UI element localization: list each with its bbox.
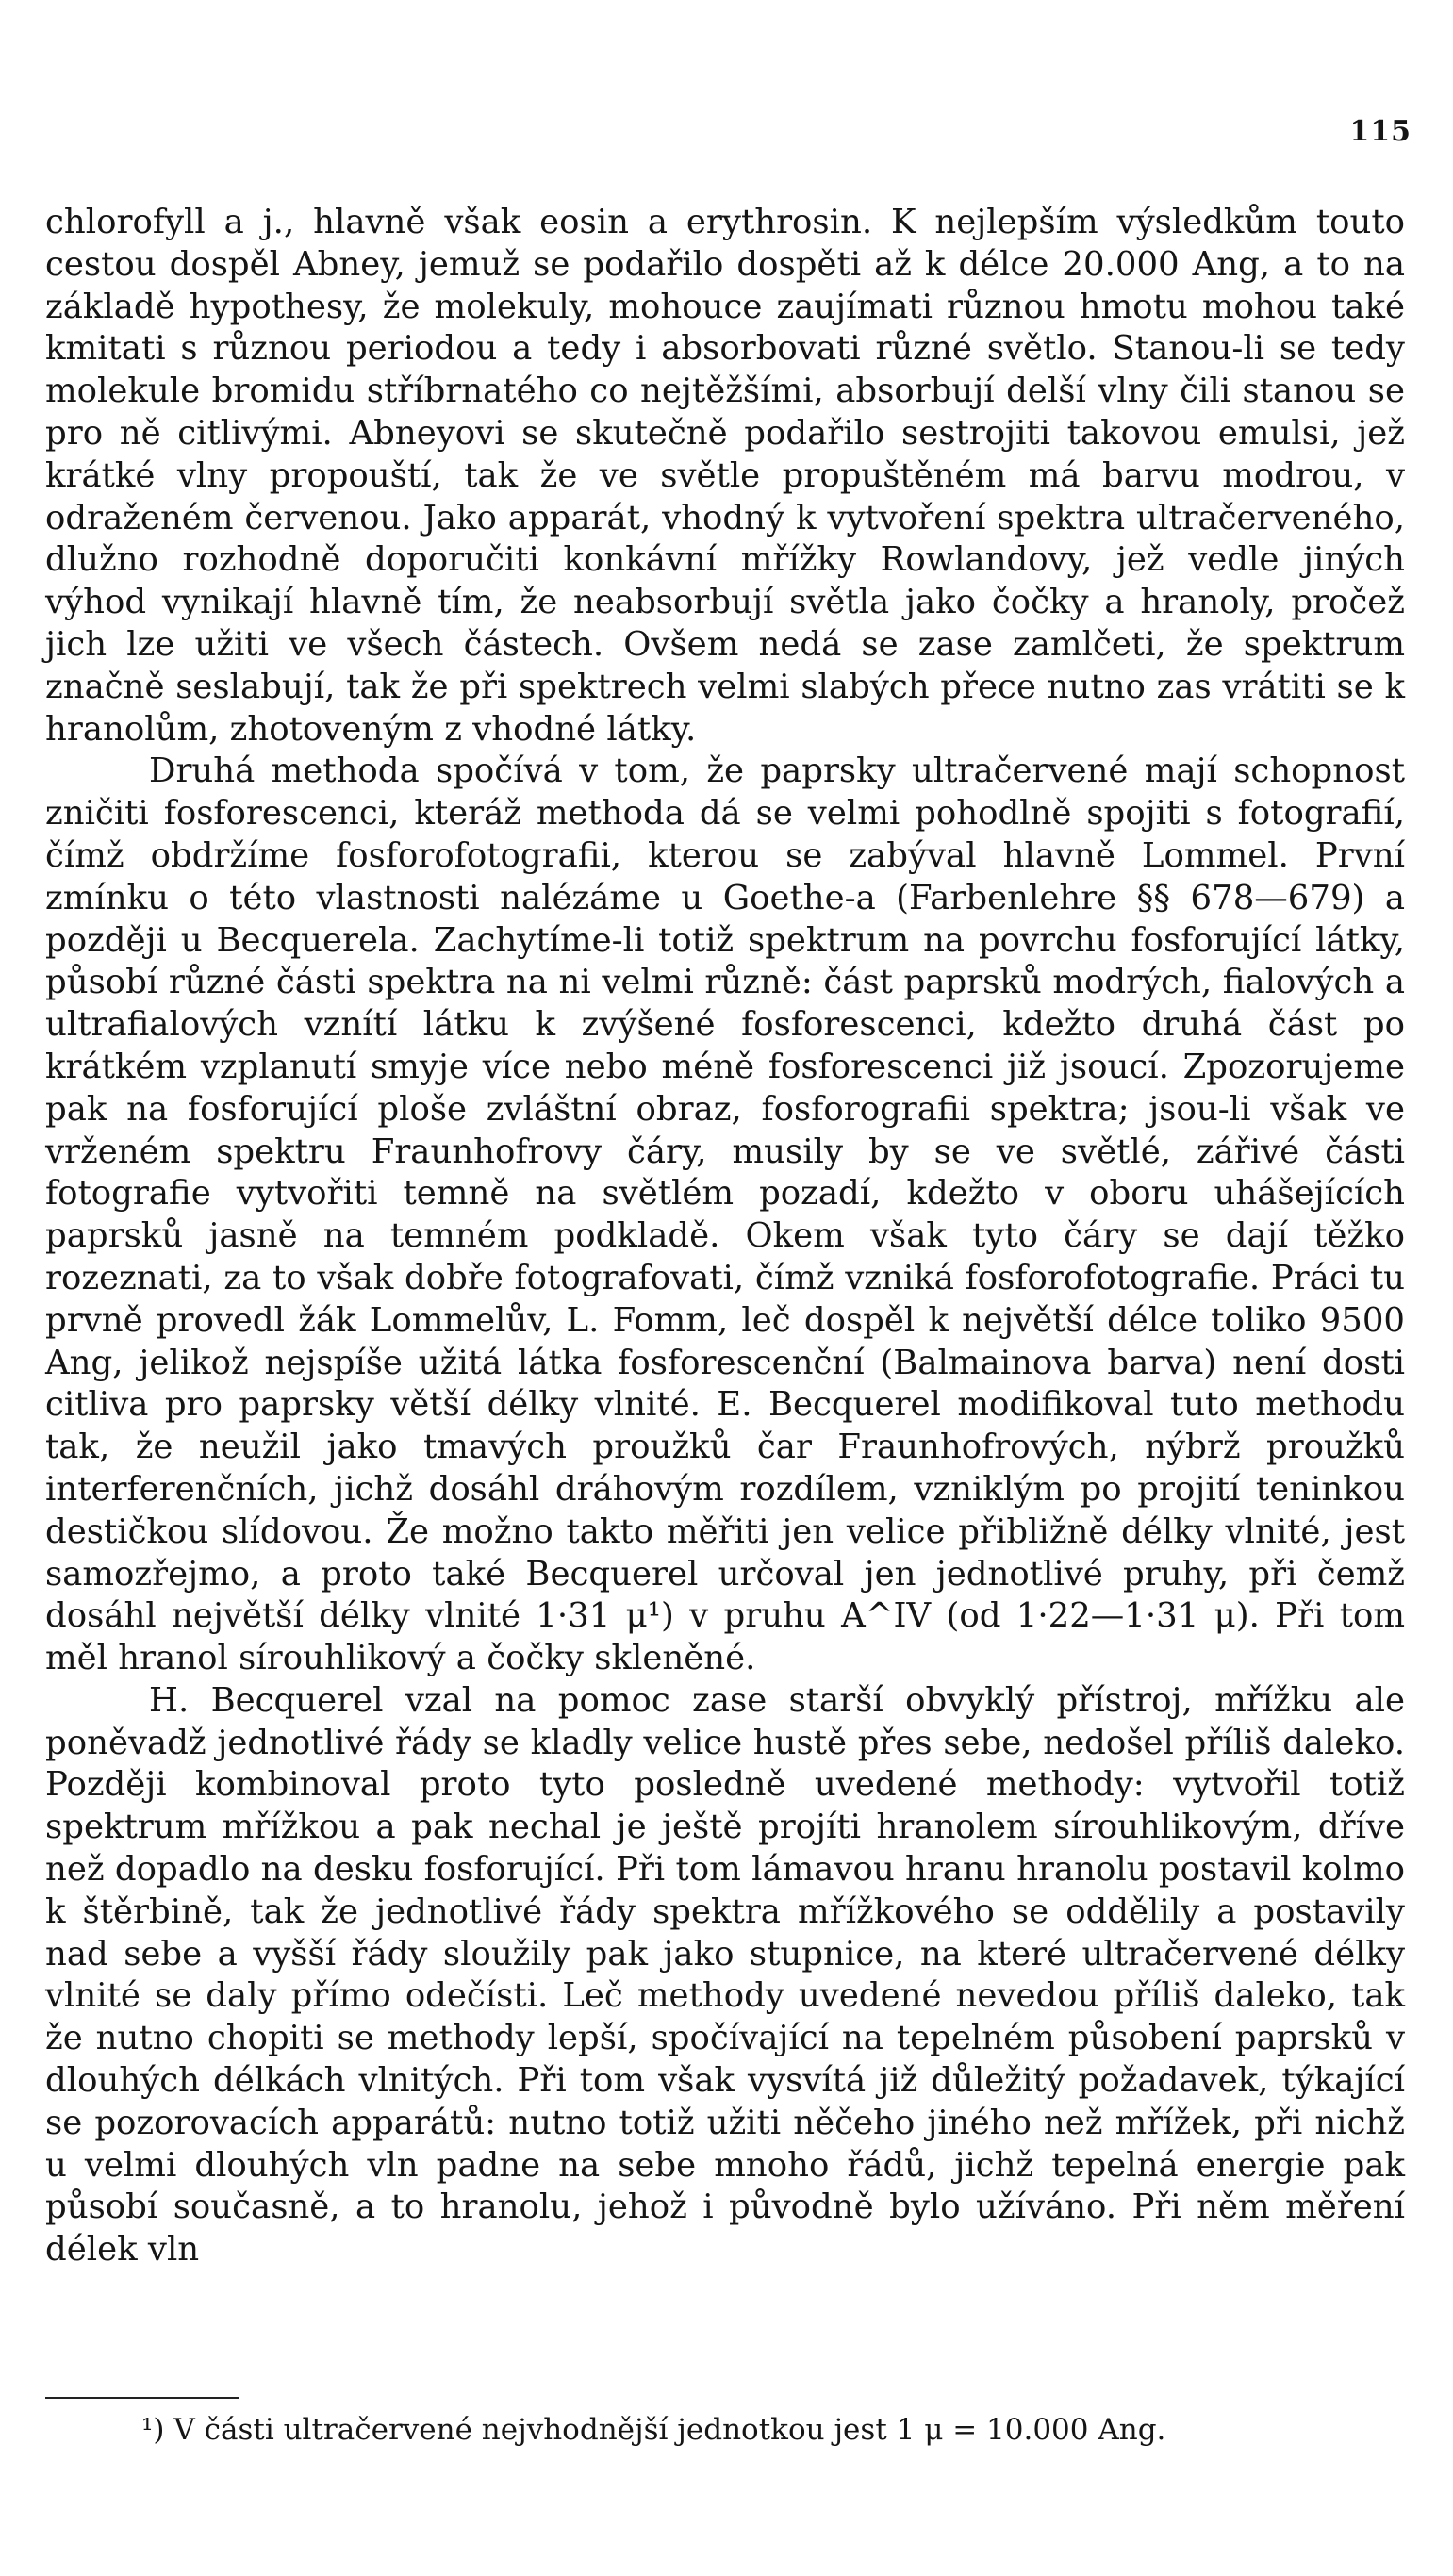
body-text [45,202,1405,2271]
footnote-rule [45,2397,239,2399]
footnote: ¹) V části ultračervené nejvhodnější jednotkou jest 1 μ = 10.000 Ang. [141,2413,1166,2447]
paragraph-3: H. Becquerel vzal na pomoc zase starší obvyklý přístroj, mřížku ale poněvadž jednotlivé řády se kladly velice hustě přes sebe, nedošel příliš daleko. Později kombinoval proto tyto posledně uvedené methody: vytvořil totiž spektrum mřížkou a pak nechal je ještě projíti hranolem sírouhlikovým, dříve než dopadlo na desku fosforující. Při tom lámavou hranu hranolu postavil kolmo k štěrbině, tak že jednotlivé řády spektra mřížkového se oddělily a postavily nad sebe a vyšší řády sloužily pak jako stupnice, na které ultračervené délky vlnité se daly přímo odečísti. Leč methody uvedené nevedou příliš daleko, tak že nutno chopiti se methody lepší, spočívající na tepelném působení paprsků v dlouhých délkách vlnitých. Při tom však vysvítá již důležitý požadavek, týkající se pozorovacích apparátů: nutno totiž užiti něčeho jiného než mřížek, při nichž u velmi dlouhých vln padne na sebe mnoho řádů, jichž tepelná energie pak působí současně, a to hranolu, jehož i původně bylo užíváno. Při něm měření délek vln [45,1680,1405,2270]
page-number: 115 [1349,115,1412,148]
paragraph-1: chlorofyll a j., hlavně však eosin a erythrosin. K nejlepším výsledkům touto cestou dospěl Abney, jemuž se podařilo dospěti až k délce 20.000 Ang, a to na základě hypothesy, že molekuly, mohouce zaujímati různou hmotu mohou také kmitati s různou periodou a tedy i absorbovati různé světlo. Stanou-li se tedy molekule bromidu stříbrnatého co nejtěžšími, absorbují delší vlny čili stanou se pro ně citlivými. Abneyovi se skutečně podařilo sestrojiti takovou emulsi, jež krátké vlny propouští, tak že ve světle propuštěném má barvu modrou, v odraženém červenou. Jako apparát, vhodný k vytvoření spektra ultračerveného, dlužno rozhodně doporučiti konkávní mřížky Rowlandovy, jež vedle jiných výhod vynikají hlavně tím, že neabsorbují světla jako čočky a hranoly, pročež jich lze užiti ve všech částech. Ovšem nedá se zase zamlčeti, že spektrum značně seslabují, tak že při spektrech velmi slabých přece nutno zas vrátiti se k hranolům, zhotoveným z vhodné látky. [45,203,1405,749]
paragraph-2: Druhá methoda spočívá v tom, že paprsky ultračervené mají schopnost zničiti fosforescenci, kteráž methoda dá se velmi pohodlně spojiti s fotografií, čímž obdržíme fosforofotografii, kterou se zabýval hlavně Lommel. První zmínku o této vlastnosti nalézáme u Goethe-a (Farbenlehre §§ 678—679) a později u Becquerela. Zachytíme-li totiž spektrum na povrchu fosforující látky, působí různé části spektra na ni velmi různě: část paprsků modrých, fialových a ultrafialových vznítí látku k zvýšené fosforescenci, kdežto druhá část po krátkém vzplanutí smyje více nebo méně fosforescenci již jsoucí. Zpozorujeme pak na fosforující ploše zvláštní obraz, fosforografii spektra; jsou-li však ve vrženém spektru Fraunhofrovy čáry, musily by se ve světlé, zářivé části fotografie vytvořiti temně na světlém pozadí, kdežto v oboru uhášejících paprsků jasně na temném podkladě. Okem však tyto čáry se dají těžko rozeznati, za to však dobře fotografovati, čímž vzniká fosforofotografie. Práci tu prvně provedl žák Lommelův, L. Fomm, leč dospěl k největší délce toliko 9500 Ang, jelikož nejspíše užitá látka fosforescenční (Balmainova barva) není dosti citliva pro paprsky větší délky vlnité. E. Becquerel modifikoval tuto methodu tak, že neužil jako tmavých proužků čar Fraunhofrových, nýbrž proužků interferenčních, jichž dosáhl dráhovým rozdílem, vzniklým po projití teninkou destičkou slídovou. Že možno takto měřiti jen velice přibližně délky vlnité, jest samozřejmo, a proto také Becquerel určoval jen jednotlivé pruhy, při čemž dosáhl největší délky vlnité 1·31 μ¹) v pruhu A^IV (od 1·22—1·31 μ). Při tom měl hranol sírouhlikový a čočky skleněné. [45,751,1405,1678]
